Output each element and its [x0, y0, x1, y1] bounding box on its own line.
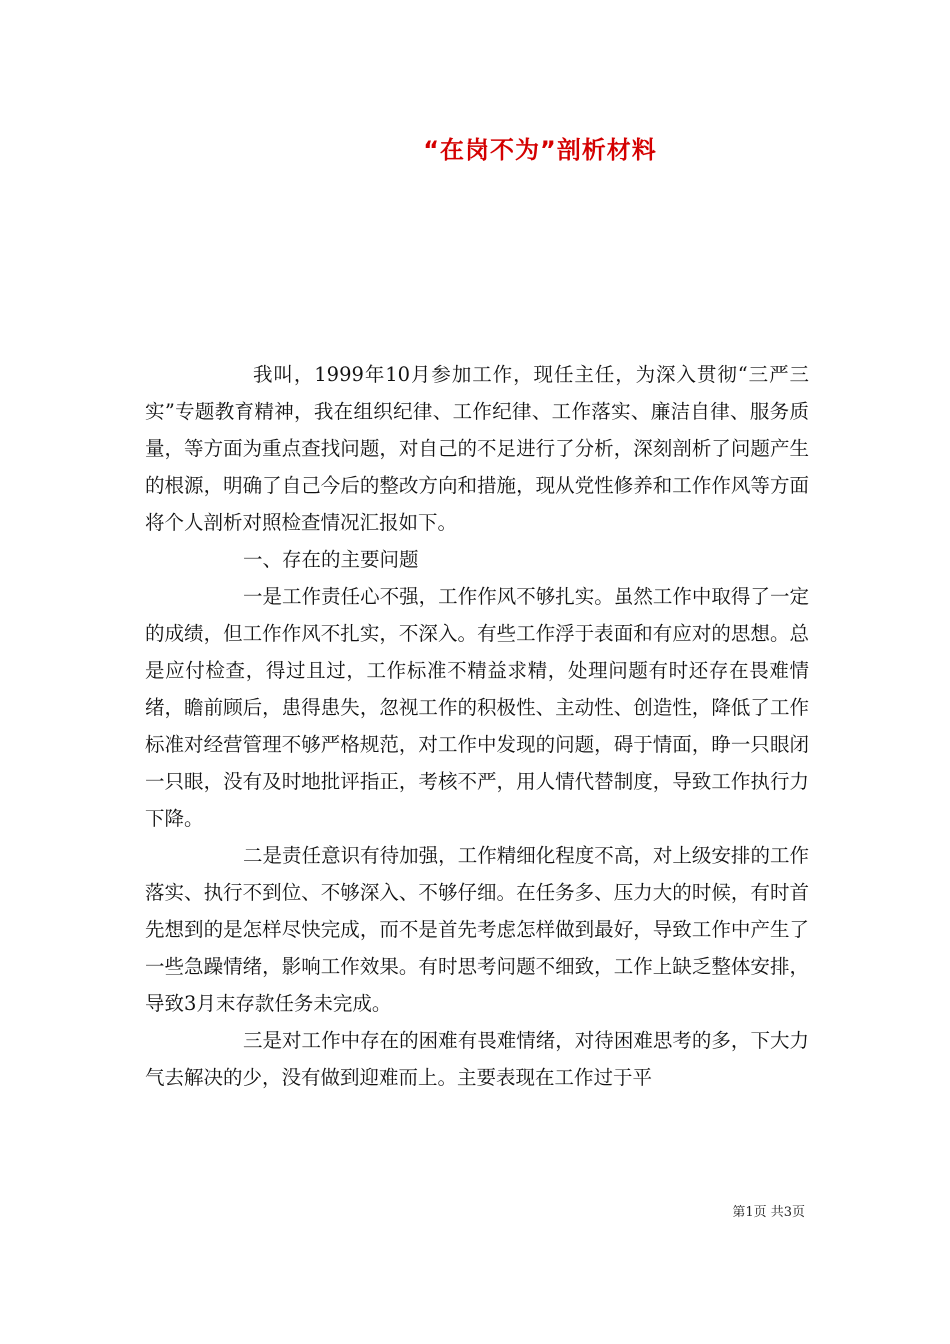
document-title: “在岗不为”剖析材料: [423, 136, 657, 164]
document-body: [145, 356, 809, 1096]
paragraph-issue-one: 一是工作责任心不强，工作作风不够扎实。虽然工作中取得了一定的成绩，但工作作风不扎实，不深入。有些工作浮于表面和有应对的思想。总是应付检查，得过且过，工作标准不精益求精，处理问题有时还存在畏难情绪，瞻前顾后，患得患失，忽视工作的积极性、主动性、创造性，降低了工作标准对经营管理不够严格规范，对工作中发现的问题，碍于情面，睁一只眼闭一只眼，没有及时地批评指正，考核不严，用人情代替制度，导致工作执行力下降。: [145, 585, 809, 830]
section-heading: 一、存在的主要问题: [243, 548, 419, 571]
paragraph-issue-two: 二是责任意识有待加强，工作精细化程度不高，对上级安排的工作落实、执行不到位、不够深入、不够仔细。在任务多、压力大的时候，有时首先想到的是怎样尽快完成，而不是首先考虑怎样做到最好，导致工作中产生了一些急躁情绪，影响工作效果。有时思考问题不细致，工作上缺乏整体安排，导致3月末存款任务未完成。: [145, 844, 809, 1015]
paragraph-intro: 我叫，1999年10月参加工作，现任主任，为深入贯彻“三严三实”专题教育精神，我在组织纪律、工作纪律、工作落实、廉洁自律、服务质量，等方面为重点查找问题，对自己的不足进行了分析，深刻剖析了问题产生的根源，明确了自己今后的整改方向和措施，现从党性修养和工作作风等方面将个人剖析对照检查情况汇报如下。: [145, 363, 809, 534]
paragraph-issue-three: 三是对工作中存在的困难有畏难情绪，对待困难思考的多，下大力气去解决的少，没有做到迎难而上。主要表现在工作过于平: [145, 1029, 809, 1089]
page-number-footer: 第1页 共3页: [732, 1205, 805, 1220]
